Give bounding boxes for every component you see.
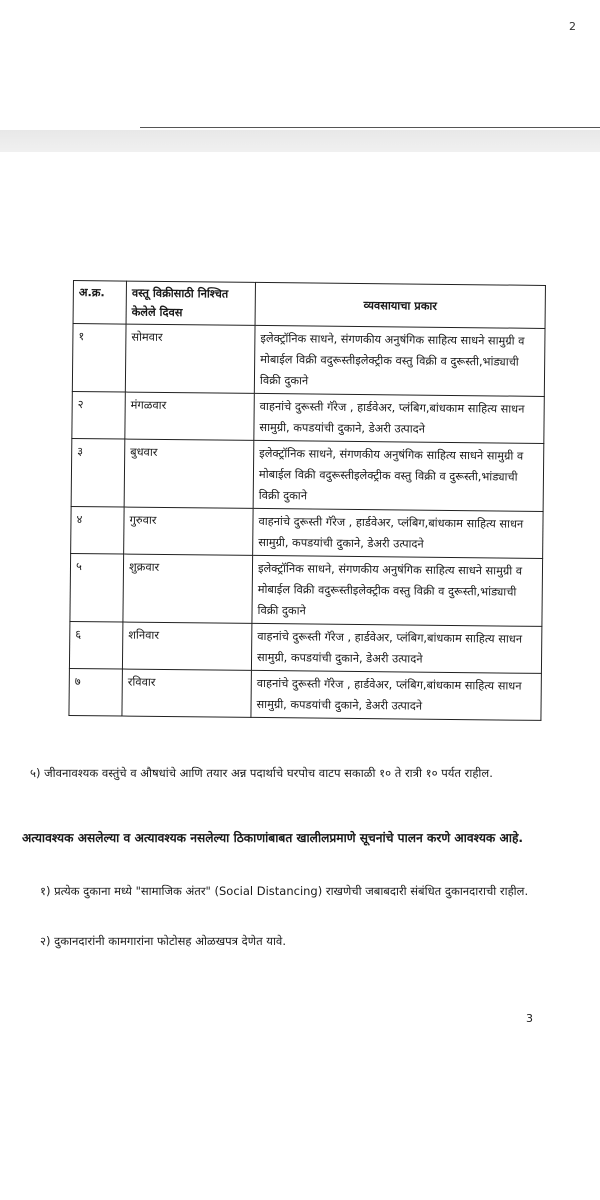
cell-serial: २ [72,391,125,439]
document-page [0,152,600,1200]
cell-day: बुधवार [124,439,254,508]
instruction-item: १) प्रत्येक दुकाना मध्ये "सामाजिक अंतर" (Social Distancing) राखणेची जबाबदारी संबंधित दुकानदाराची राहील. [40,884,529,898]
table-row [71,506,543,558]
cell-day: शुक्रवार [123,554,253,623]
cell-business-type: वाहनांचे दुरूस्ती गॅरेज , हार्डवेअर, प्लंबिग,बांधकाम साहित्य साधन सामुग्री, कपडयांची दुकाने, डेअरी उत्पादने [251,670,541,720]
table-row [72,391,544,443]
instructions-heading: अत्यावश्यक असलेल्या व अत्यावश्यक नसलेल्या ठिकाणांबाबत खालीलप्रमाणे सूचनांचे पालन करणे आवश्यक आहे. [22,831,524,845]
note-paragraph: ५) जीवनावश्यक वस्तुंचे व औषधांचे आणि तयार अन्न पदार्थाचे घरपोच वाटप सकाळी १० ते रात्री १० पर्यत राहील. [30,766,493,780]
instruction-item: २) दुकानदारांनी कामगारांना फोटोसह ओळखपत्र देणेत यावे. [40,934,286,948]
cell-day: सोमवार [125,324,255,393]
cell-day: गुरुवार [124,507,253,555]
cell-serial: ७ [69,668,122,716]
table-row [72,324,545,397]
page-gap [0,130,600,152]
cell-day: रविवार [122,669,251,717]
cell-serial: ६ [69,621,122,669]
cell-serial: ३ [71,438,125,507]
table-row [69,621,541,673]
page-number: 2 [569,20,576,33]
cell-serial: १ [72,324,126,393]
cell-day: शनिवार [122,622,251,670]
cell-business-type: वाहनांचे दुरूस्ती गॅरेज , हार्डवेअर, प्लंबिग,बांधकाम साहित्य साधन सामुग्री, कपडयांची दुकाने, डेअरी उत्पादने [251,623,541,673]
table-header-row [73,281,545,329]
page-separator-line [140,127,600,128]
cell-business-type: इलेक्ट्रॉनिक साधने, संगणकीय अनुषंगिक साहित्य साधने सामुग्री व मोबाईल विक्री वदुरूस्तीइलेक्ट्रीक वस्तु विक्री व दुरूस्ती,भांड्याची विक्री दुकाने [254,325,545,396]
table-row [70,553,543,626]
header-business-type: व्यवसायाचा प्रकार [255,282,545,328]
previous-page-fragment [0,0,600,128]
cell-business-type: वाहनांचे दुरूस्ती गॅरेज , हार्डवेअर, प्लंबिग,बांधकाम साहित्य साधन सामुग्री, कपडयांची दुकाने, डेअरी उत्पादने [253,508,543,558]
header-serial: अ.क्र. [73,281,126,325]
cell-serial: ४ [71,506,124,554]
schedule-table [68,280,546,721]
table-row [69,668,541,720]
header-day: वस्तू विक्रीसाठी निश्चित केलेले दिवस [126,281,255,325]
cell-serial: ५ [70,553,124,622]
cell-day: मंगळवार [125,392,254,440]
cell-business-type: वाहनांचे दुरूस्ती गॅरेज , हार्डवेअर, प्लंबिग,बांधकाम साहित्य साधन सामुग्री, कपडयांची दुकाने, डेअरी उत्पादने [254,393,544,443]
table-row [71,438,544,511]
cell-business-type: इलेक्ट्रॉनिक साधने, संगणकीय अनुषंगिक साहित्य साधने सामुग्री व मोबाईल विक्री वदुरूस्तीइलेक्ट्रीक वस्तु विक्री व दुरूस्ती,भांड्याची विक्री दुकाने [252,555,543,626]
cell-business-type: इलेक्ट्रॉनिक साधने, संगणकीय अनुषंगिक साहित्य साधने सामुग्री व मोबाईल विक्री वदुरूस्तीइलेक्ट्रीक वस्तु विक्री व दुरूस्ती,भांड्याची विक्री दुकाने [253,440,544,511]
page-number: 3 [526,1012,533,1025]
